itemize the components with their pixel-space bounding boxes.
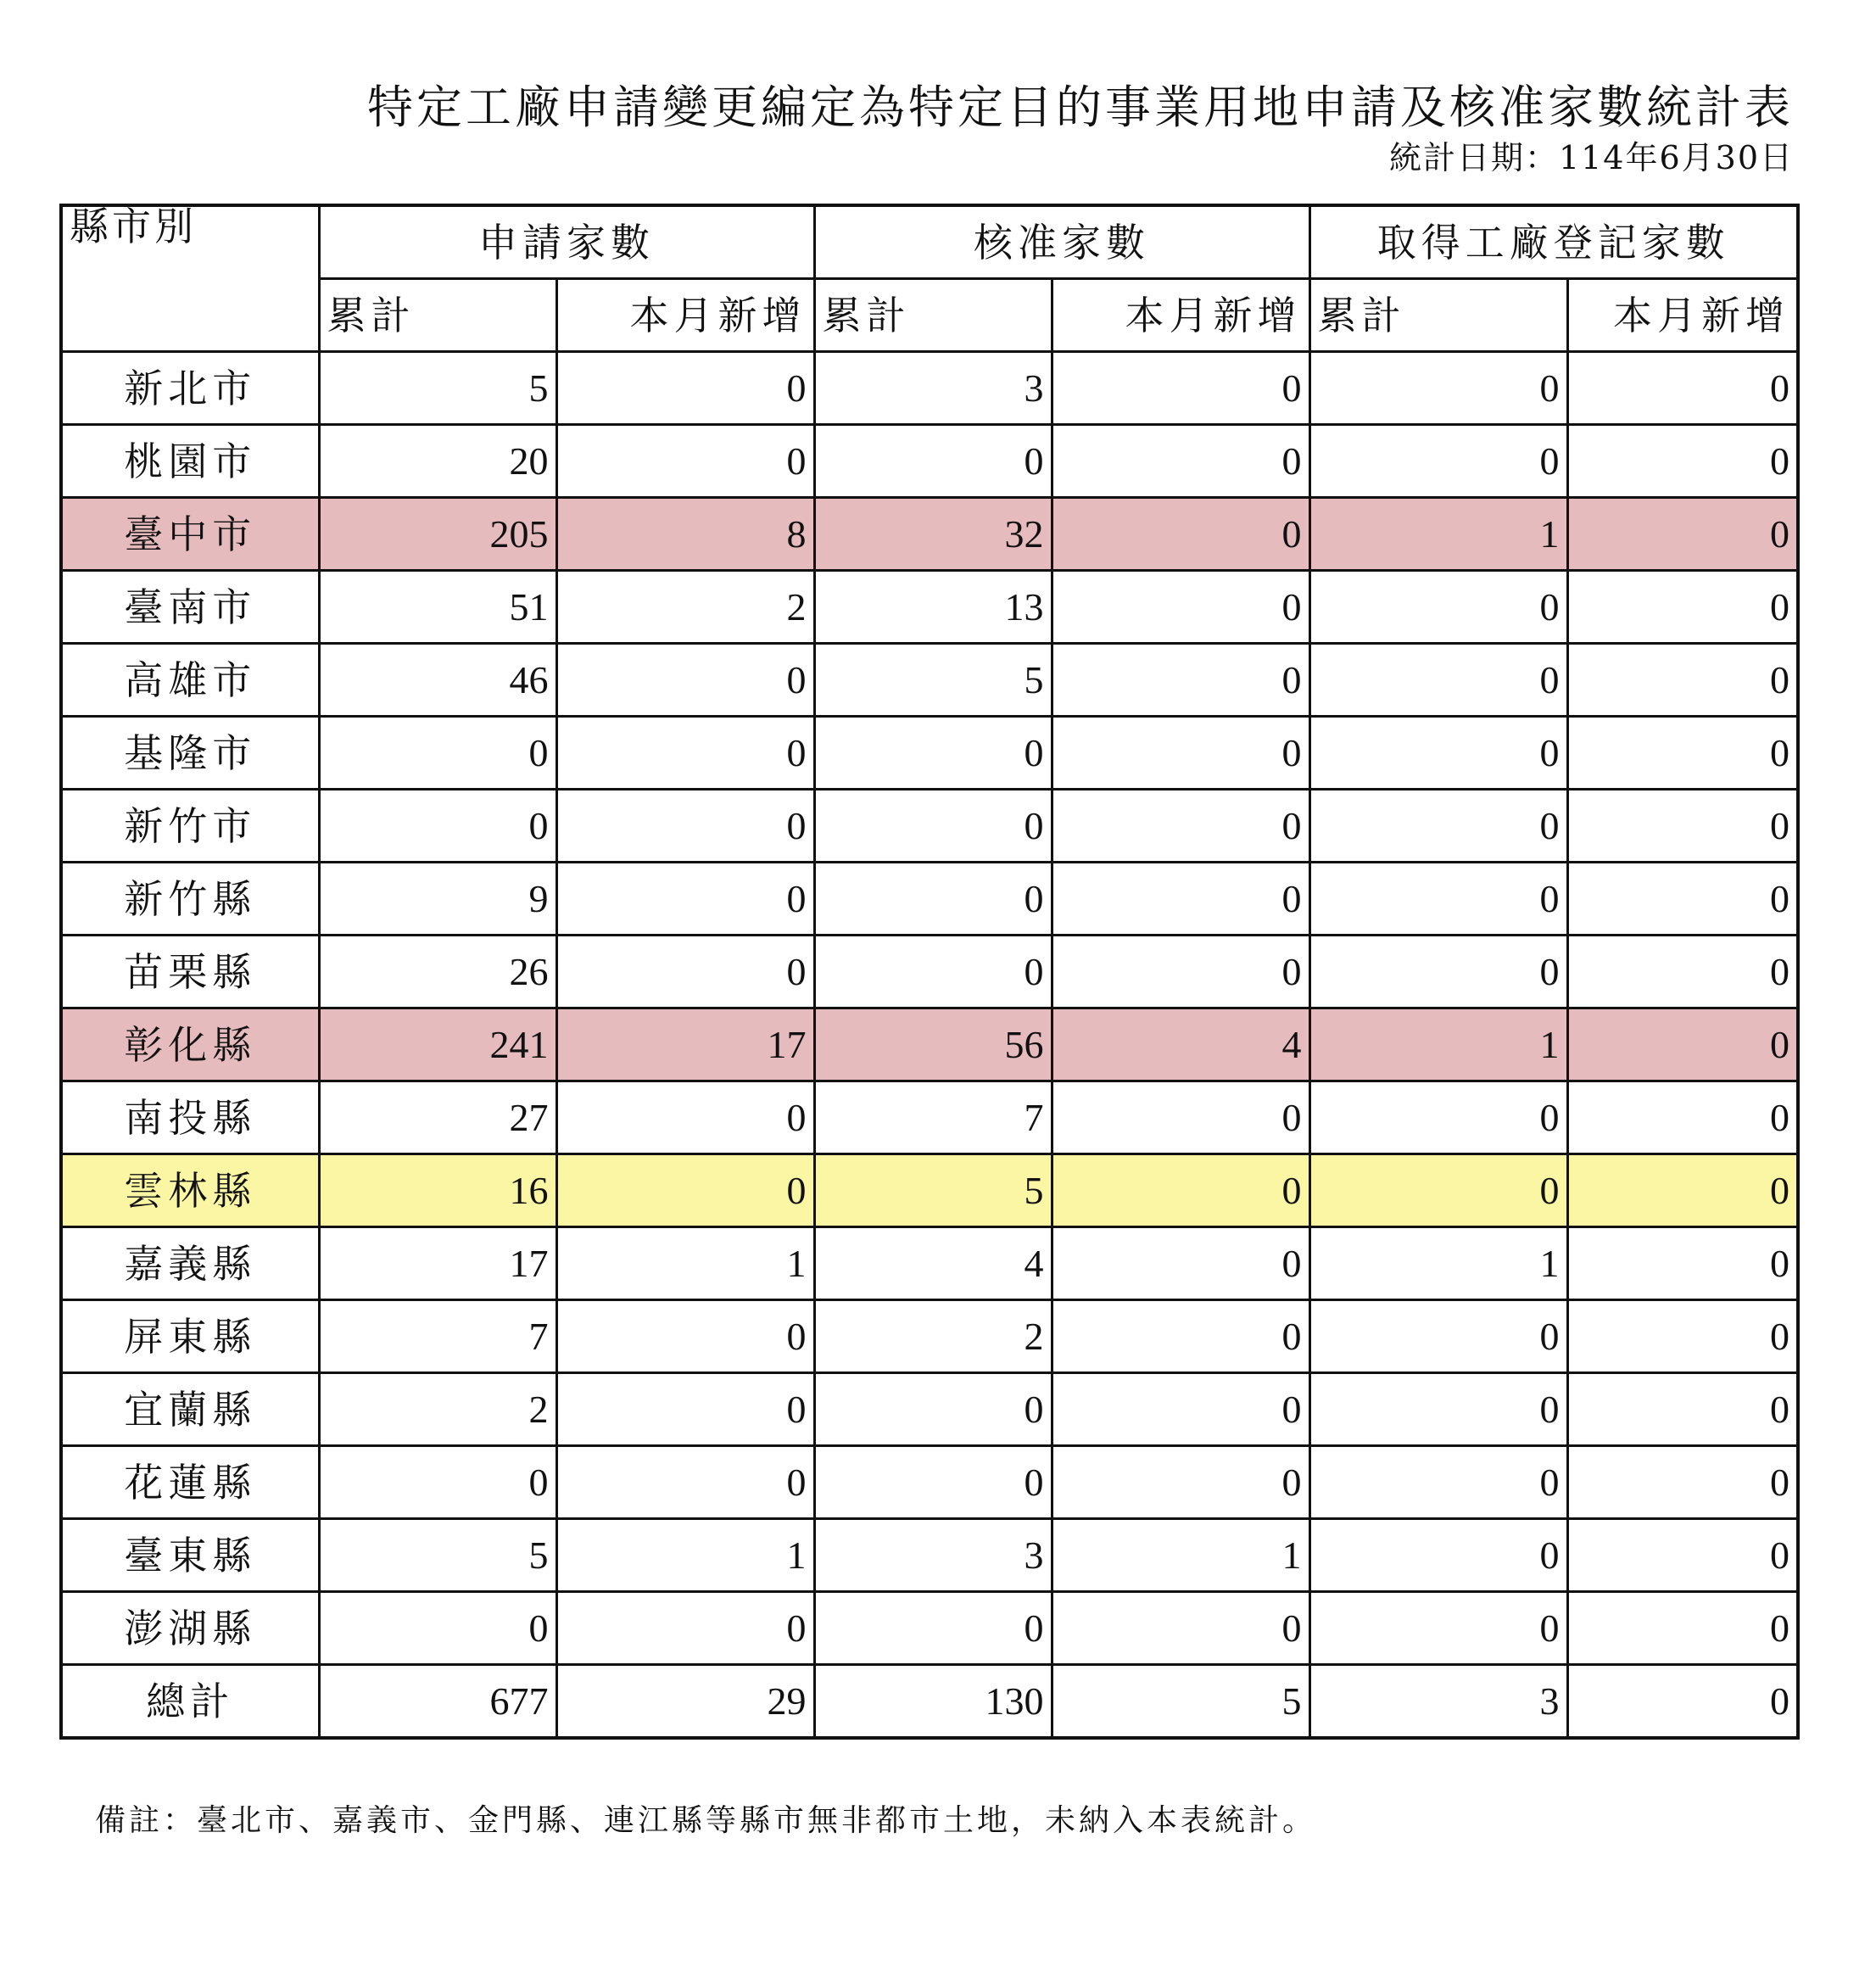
value-cell: 0 — [1567, 644, 1798, 717]
value-cell: 4 — [1052, 1008, 1309, 1081]
subheader-monthly-new: 本月新增 — [1052, 279, 1309, 352]
county-name: 嘉義縣 — [61, 1227, 319, 1300]
county-name: 基隆市 — [61, 717, 319, 790]
value-cell: 29 — [556, 1665, 814, 1739]
value-cell: 32 — [814, 498, 1052, 571]
value-cell: 0 — [556, 425, 814, 498]
value-cell: 0 — [1309, 936, 1567, 1008]
footnote: 備註：臺北市、嘉義市、金門縣、連江縣等縣市無非都市土地，未納入本表統計。 — [95, 1803, 1317, 1838]
total-row — [61, 1665, 1798, 1739]
value-cell: 0 — [1309, 571, 1567, 644]
table-row — [61, 1300, 1798, 1373]
table-body — [61, 352, 1798, 1739]
statistics-date: 統計日期：114年6月30日 — [1388, 139, 1794, 176]
county-name: 桃園市 — [61, 425, 319, 498]
value-cell: 677 — [319, 1665, 556, 1739]
value-cell: 0 — [556, 1373, 814, 1446]
value-cell: 0 — [814, 425, 1052, 498]
table-row — [61, 790, 1798, 863]
header-row-subheaders — [61, 279, 1798, 352]
value-cell: 0 — [1309, 1446, 1567, 1519]
table-row — [61, 1592, 1798, 1665]
value-cell: 0 — [1567, 1519, 1798, 1592]
value-cell: 0 — [1052, 1373, 1309, 1446]
value-cell: 0 — [1052, 1081, 1309, 1154]
value-cell: 56 — [814, 1008, 1052, 1081]
county-name: 宜蘭縣 — [61, 1373, 319, 1446]
value-cell: 0 — [1567, 1081, 1798, 1154]
value-cell: 0 — [1309, 1154, 1567, 1227]
value-cell: 0 — [556, 717, 814, 790]
value-cell: 0 — [1309, 863, 1567, 936]
county-name: 雲林縣 — [61, 1154, 319, 1227]
value-cell: 0 — [1567, 717, 1798, 790]
county-name: 南投縣 — [61, 1081, 319, 1154]
value-cell: 0 — [1309, 790, 1567, 863]
value-cell: 7 — [814, 1081, 1052, 1154]
value-cell: 51 — [319, 571, 556, 644]
county-name: 高雄市 — [61, 644, 319, 717]
value-cell: 4 — [814, 1227, 1052, 1300]
value-cell: 0 — [1309, 1300, 1567, 1373]
value-cell: 0 — [814, 790, 1052, 863]
value-cell: 0 — [556, 352, 814, 425]
statistics-table — [59, 204, 1800, 1740]
value-cell: 0 — [814, 717, 1052, 790]
value-cell: 0 — [1567, 1373, 1798, 1446]
county-name: 新北市 — [61, 352, 319, 425]
value-cell: 1 — [1052, 1519, 1309, 1592]
subheader-cumulative: 累計 — [814, 279, 1052, 352]
value-cell: 3 — [814, 1519, 1052, 1592]
table-row — [61, 863, 1798, 936]
value-cell: 0 — [814, 1592, 1052, 1665]
value-cell: 0 — [1567, 863, 1798, 936]
value-cell: 0 — [1567, 1154, 1798, 1227]
table-row — [61, 1373, 1798, 1446]
value-cell: 16 — [319, 1154, 556, 1227]
table-row — [61, 498, 1798, 571]
value-cell: 0 — [556, 1154, 814, 1227]
value-cell: 0 — [1052, 1154, 1309, 1227]
value-cell: 0 — [1567, 352, 1798, 425]
value-cell: 0 — [556, 1592, 814, 1665]
value-cell: 0 — [814, 863, 1052, 936]
value-cell: 0 — [556, 1300, 814, 1373]
value-cell: 7 — [319, 1300, 556, 1373]
county-name: 彰化縣 — [61, 1008, 319, 1081]
table-row — [61, 936, 1798, 1008]
value-cell: 0 — [319, 1446, 556, 1519]
value-cell: 1 — [556, 1227, 814, 1300]
value-cell: 0 — [556, 1446, 814, 1519]
value-cell: 0 — [1567, 1592, 1798, 1665]
value-cell: 0 — [1567, 425, 1798, 498]
value-cell: 26 — [319, 936, 556, 1008]
value-cell: 5 — [319, 1519, 556, 1592]
value-cell: 0 — [319, 1592, 556, 1665]
value-cell: 0 — [1052, 425, 1309, 498]
value-cell: 17 — [556, 1008, 814, 1081]
table-row — [61, 644, 1798, 717]
page-title: 特定工廠申請變更編定為特定目的事業用地申請及核准家數統計表 — [367, 81, 1794, 134]
value-cell: 0 — [1052, 644, 1309, 717]
value-cell: 13 — [814, 571, 1052, 644]
value-cell: 0 — [556, 863, 814, 936]
value-cell: 0 — [1052, 790, 1309, 863]
table-row — [61, 425, 1798, 498]
value-cell: 1 — [1309, 1227, 1567, 1300]
value-cell: 0 — [1052, 498, 1309, 571]
value-cell: 0 — [1567, 1300, 1798, 1373]
value-cell: 3 — [1309, 1665, 1567, 1739]
value-cell: 0 — [556, 936, 814, 1008]
value-cell: 8 — [556, 498, 814, 571]
table-row — [61, 1081, 1798, 1154]
county-name: 臺南市 — [61, 571, 319, 644]
value-cell: 0 — [556, 1081, 814, 1154]
value-cell: 0 — [556, 790, 814, 863]
group-header-factory-registration: 取得工廠登記家數 — [1309, 205, 1798, 279]
value-cell: 9 — [319, 863, 556, 936]
county-name: 新竹縣 — [61, 863, 319, 936]
county-column-header: 縣市別 — [61, 205, 319, 352]
table-row — [61, 1519, 1798, 1592]
table-row — [61, 717, 1798, 790]
group-header-approvals: 核准家數 — [814, 205, 1309, 279]
value-cell: 130 — [814, 1665, 1052, 1739]
value-cell: 0 — [1309, 425, 1567, 498]
value-cell: 46 — [319, 644, 556, 717]
value-cell: 0 — [1309, 1592, 1567, 1665]
value-cell: 3 — [814, 352, 1052, 425]
table-row — [61, 1227, 1798, 1300]
county-name: 苗栗縣 — [61, 936, 319, 1008]
value-cell: 241 — [319, 1008, 556, 1081]
value-cell: 5 — [319, 352, 556, 425]
value-cell: 0 — [1052, 936, 1309, 1008]
county-name: 澎湖縣 — [61, 1592, 319, 1665]
value-cell: 20 — [319, 425, 556, 498]
value-cell: 0 — [1052, 352, 1309, 425]
subheader-cumulative: 累計 — [319, 279, 556, 352]
county-name: 總計 — [61, 1665, 319, 1739]
table-row — [61, 571, 1798, 644]
value-cell: 0 — [1567, 1665, 1798, 1739]
subheader-monthly-new: 本月新增 — [556, 279, 814, 352]
value-cell: 0 — [1567, 1008, 1798, 1081]
value-cell: 0 — [1052, 1227, 1309, 1300]
value-cell: 0 — [814, 1373, 1052, 1446]
county-name: 屏東縣 — [61, 1300, 319, 1373]
value-cell: 2 — [556, 571, 814, 644]
value-cell: 5 — [1052, 1665, 1309, 1739]
value-cell: 0 — [319, 790, 556, 863]
value-cell: 0 — [1052, 863, 1309, 936]
value-cell: 0 — [1052, 717, 1309, 790]
county-name: 臺中市 — [61, 498, 319, 571]
value-cell: 2 — [814, 1300, 1052, 1373]
value-cell: 0 — [1567, 1227, 1798, 1300]
value-cell: 2 — [319, 1373, 556, 1446]
value-cell: 0 — [1309, 1373, 1567, 1446]
value-cell: 5 — [814, 644, 1052, 717]
group-header-applications: 申請家數 — [319, 205, 814, 279]
value-cell: 0 — [814, 1446, 1052, 1519]
value-cell: 0 — [1567, 498, 1798, 571]
table-row — [61, 352, 1798, 425]
value-cell: 0 — [1567, 571, 1798, 644]
value-cell: 27 — [319, 1081, 556, 1154]
header-row-groups — [61, 205, 1798, 279]
county-name: 新竹市 — [61, 790, 319, 863]
value-cell: 0 — [1052, 1300, 1309, 1373]
value-cell: 0 — [1052, 571, 1309, 644]
value-cell: 0 — [319, 717, 556, 790]
subheader-cumulative: 累計 — [1309, 279, 1567, 352]
county-name: 臺東縣 — [61, 1519, 319, 1592]
value-cell: 0 — [1309, 644, 1567, 717]
value-cell: 17 — [319, 1227, 556, 1300]
value-cell: 0 — [1052, 1446, 1309, 1519]
value-cell: 1 — [1309, 498, 1567, 571]
value-cell: 0 — [1309, 352, 1567, 425]
county-name: 花蓮縣 — [61, 1446, 319, 1519]
value-cell: 205 — [319, 498, 556, 571]
value-cell: 0 — [1567, 936, 1798, 1008]
value-cell: 0 — [1309, 717, 1567, 790]
value-cell: 0 — [1309, 1519, 1567, 1592]
value-cell: 1 — [1309, 1008, 1567, 1081]
value-cell: 0 — [1567, 790, 1798, 863]
value-cell: 0 — [1052, 1592, 1309, 1665]
value-cell: 0 — [1567, 1446, 1798, 1519]
value-cell: 0 — [1309, 1081, 1567, 1154]
value-cell: 0 — [814, 936, 1052, 1008]
value-cell: 5 — [814, 1154, 1052, 1227]
value-cell: 1 — [556, 1519, 814, 1592]
table-row — [61, 1154, 1798, 1227]
subheader-monthly-new: 本月新增 — [1567, 279, 1798, 352]
value-cell: 0 — [556, 644, 814, 717]
table-row — [61, 1446, 1798, 1519]
table-row — [61, 1008, 1798, 1081]
